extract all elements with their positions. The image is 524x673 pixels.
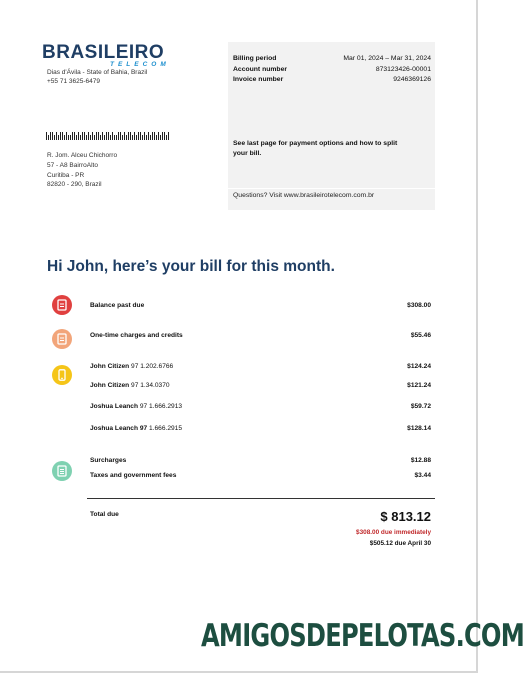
barcode-bar [158,132,159,140]
barcode-bar [76,135,77,140]
brand-phone: +55 71 3625-6479 [47,78,100,85]
surcharges-amount: $12.88 [410,457,431,464]
barcode-bar [122,135,123,140]
barcode-bar [92,132,93,140]
barcode-bar [82,132,83,140]
barcode-bar [168,132,169,140]
barcode-bar [54,135,55,140]
barcode-bar [78,132,79,140]
brand-logo-sub: TELECOM [110,61,170,68]
balance-past-due-label: Balance past due [90,302,145,309]
line-item-amount: $128.14 [407,425,431,432]
barcode-bar [162,132,163,140]
line-item-amount: $121.24 [407,382,431,389]
barcode-bar [56,132,57,140]
barcode-bar [64,135,65,140]
onetime-document-icon [52,329,72,349]
onetime-charges-label: One-time charges and credits [90,332,183,339]
barcode-bar [132,135,133,140]
barcode-bar [72,132,73,140]
barcode-bar [58,135,59,140]
barcode-bar [62,132,63,140]
total-due-label: Total due [90,511,119,518]
barcode-bar [102,132,103,140]
surcharges-label: Surcharges [90,457,127,464]
barcode-bar [114,135,115,140]
due-immediately-text: $308.00 due immediately [356,529,431,536]
invoice-number-value: 9246369126 [393,76,431,83]
barcode-bar [144,132,145,140]
barcode-bar [50,132,51,140]
line-item: Joshua Leanch 97 1.666.2913 [90,403,183,410]
barcode-bar [108,132,109,140]
onetime-charges-amount: $55.46 [410,332,431,339]
barcode-bar [86,135,87,140]
barcode-bar [166,135,167,140]
balance-document-icon [52,295,72,315]
barcode-bar [46,132,47,140]
line-item: John Citizen 97 1.34.0370 [90,382,170,389]
barcode-bar [152,132,153,140]
barcode-bar [136,135,137,140]
payment-options-note: See last page for payment options and how to split your bill. [233,140,398,157]
taxes-label: Taxes and government fees [90,472,177,479]
barcode-bar [156,135,157,140]
barcode-bar [148,132,149,140]
barcode-bar [84,132,85,140]
barcode-bar [88,132,89,140]
barcode-bar [126,135,127,140]
barcode-bar [94,135,95,140]
barcode-bar [96,132,97,140]
barcode-bar [164,132,165,140]
total-divider [87,498,435,499]
barcode-bar [146,135,147,140]
account-number-value: 873123426-00001 [375,66,431,73]
barcode-bar [60,132,61,140]
site-watermark: AMIGOSDEPELOTAS.COM [201,618,524,654]
lines-phone-icon [52,365,72,385]
barcode-bar [142,135,143,140]
account-number-label: Account number [233,66,288,73]
barcode-bar [124,132,125,140]
barcode-bar [112,132,113,140]
balance-past-due-amount: $308.00 [407,302,431,309]
barcode-bar [104,135,105,140]
barcode-bar [70,135,71,140]
info-divider [228,188,435,189]
barcode-bar [74,132,75,140]
barcode-bar [80,135,81,140]
invoice-number-label: Invoice number [233,76,284,83]
barcode-bar [128,132,129,140]
barcode-bar [52,132,53,140]
barcode-bar [154,132,155,140]
billing-period-label: Billing period [233,55,277,62]
barcode-bar [68,135,69,140]
barcode-bar [98,132,99,140]
recipient-city: Curitiba - PR [47,172,85,179]
questions-link[interactable]: Questions? Visit www.brasileirotelecom.com.br [233,192,375,199]
line-item-amount: $124.24 [407,363,431,370]
barcode-bar [48,135,49,140]
line-item: John Citizen 97 1.202.6766 [90,363,174,370]
barcode-bar [120,132,121,140]
recipient-street: 57 - A8 BairroAlto [47,162,98,169]
barcode-bar [66,132,67,140]
line-item-amount: $59.72 [410,403,431,410]
barcode-bar [106,132,107,140]
barcode-bar [118,132,119,140]
postal-barcode [46,132,170,140]
barcode-bar [150,135,151,140]
barcode-bar [160,135,161,140]
brand-address: Dias d'Ávila - State of Bahia, Brazil [47,69,148,76]
barcode-bar [116,135,117,140]
due-april-text: $505.12 due April 30 [369,540,431,547]
barcode-bar [138,132,139,140]
billing-period-value: Mar 01, 2024 – Mar 31, 2024 [343,55,431,62]
greeting-heading: Hi John, here’s your bill for this month. [47,258,335,275]
taxes-amount: $3.44 [414,472,431,479]
line-item: Joshua Leanch 97 1.666.2915 [90,425,183,432]
recipient-name: R. Jom. Alceu Chichorro [47,152,118,159]
total-due-amount: $ 813.12 [380,509,431,524]
barcode-bar [90,135,91,140]
surcharges-document-icon [52,461,72,481]
barcode-bar [110,135,111,140]
brand-logo: BRASILEIRO [42,42,165,63]
recipient-postal: 82820 - 290, Brazil [47,181,102,188]
barcode-bar [130,132,131,140]
barcode-bar [100,135,101,140]
barcode-bar [140,132,141,140]
barcode-bar [134,132,135,140]
